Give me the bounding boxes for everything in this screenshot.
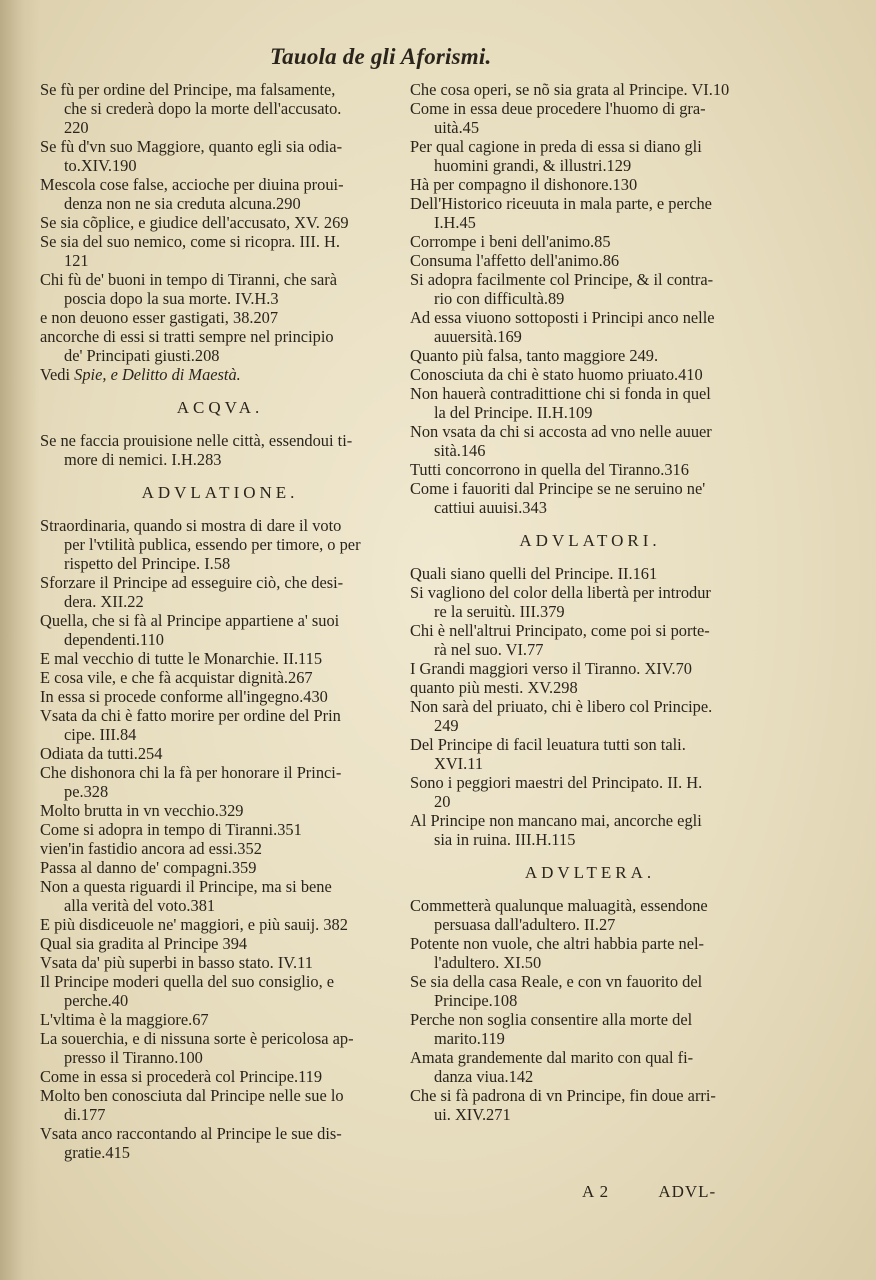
index-entry [40, 744, 400, 763]
entry-first-line: E più disdiceuole ne' maggiori, e più sauij. 382 [40, 915, 348, 934]
entry-first-line: Vsata anco raccontando al Principe le sue dis- [40, 1124, 342, 1143]
index-entry [40, 763, 400, 801]
index-entry [410, 1048, 770, 1086]
index-entry [410, 194, 770, 232]
entry-first-line: Quella, che si fà al Principe appartiene a' suoi [40, 611, 340, 630]
index-entry [40, 668, 400, 687]
vedi-prefix: Vedi [40, 365, 71, 384]
entry-first-line: Il Principe moderi quella del suo consiglio, e [40, 972, 335, 991]
index-entry [410, 1086, 770, 1124]
entry-first-line: Come in essa si procederà col Principe.119 [40, 1067, 323, 1086]
entry-continuation-line: rio con difficultà.89 [434, 289, 565, 308]
index-entry [40, 801, 400, 820]
entry-first-line: Potente non vuole, che altri habbia parte nel- [410, 934, 705, 953]
index-entry [40, 431, 400, 469]
entry-first-line: In essa si procede conforme all'ingegno.430 [40, 687, 328, 706]
page-footer [582, 1182, 716, 1202]
index-entry [40, 270, 400, 308]
index-entry [410, 583, 770, 621]
entry-first-line: Qual sia gradita al Principe 394 [40, 934, 248, 953]
entry-first-line: ancorche di essi si tratti sempre nel principio [40, 327, 334, 346]
entry-continuation-line: re la seruitù. III.379 [434, 602, 565, 621]
entry-continuation-line: la del Principe. II.H.109 [434, 403, 593, 422]
entry-first-line: Chi è nell'altrui Principato, come poi si porte- [410, 621, 710, 640]
entry-first-line: vien'in fastidio ancora ad essi.352 [40, 839, 262, 858]
index-entry [410, 99, 770, 137]
entries-adultera [410, 896, 770, 1124]
left-column [40, 80, 400, 1162]
catchword: ADVL- [658, 1182, 717, 1201]
entry-first-line: I Grandi maggiori verso il Tiranno. XIV.70 [410, 659, 692, 678]
entries-adulatione [40, 516, 400, 1162]
index-entry [40, 649, 400, 668]
entry-first-line: E mal vecchio di tutte le Monarchie. II.115 [40, 649, 323, 668]
heading-acqua: ACQVA. [176, 398, 264, 417]
entry-first-line: Se sia della casa Reale, e con vn fauorito del [410, 972, 703, 991]
entry-continuation-line: l'adultero. XI.50 [434, 953, 542, 972]
index-entry [40, 213, 400, 232]
index-entry [40, 573, 400, 611]
entry-continuation-line: Principe.108 [434, 991, 518, 1010]
index-entry [410, 479, 770, 517]
entry-continuation-line: marito.119 [434, 1029, 505, 1048]
entry-first-line: Se fù d'vn suo Maggiore, quanto egli sia odia- [40, 137, 343, 156]
index-entry [410, 564, 770, 583]
entry-continuation-line: di.177 [64, 1105, 106, 1124]
index-entry [410, 697, 770, 735]
index-entry [40, 1010, 400, 1029]
index-entry [40, 1124, 400, 1162]
entry-first-line: L'vltima è la maggiore.67 [40, 1010, 209, 1029]
entry-first-line: Al Principe non mancano mai, ancorche egli [410, 811, 702, 830]
index-entry [40, 232, 400, 270]
index-entry [40, 839, 400, 858]
entry-continuation-line: gratie.415 [64, 1143, 130, 1162]
index-entry [410, 972, 770, 1010]
entries-top-right [410, 80, 770, 517]
vedi-reference [40, 365, 400, 384]
entry-first-line: Conosciuta da chi è stato huomo priuato.410 [410, 365, 703, 384]
index-entry [40, 516, 400, 573]
index-entry [410, 232, 770, 251]
entry-continuation-line: 121 [64, 251, 89, 270]
index-entry [40, 877, 400, 915]
index-entry [410, 934, 770, 972]
index-entry [410, 811, 770, 849]
entry-first-line: Non vsata da chi si accosta ad vno nelle auuer [410, 422, 712, 441]
entry-first-line: Hà per compagno il dishonore.130 [410, 175, 638, 194]
entry-first-line: Che si fà padrona di vn Principe, fin doue arri- [410, 1086, 716, 1105]
entry-first-line: Non a questa riguardi il Principe, ma si bene [40, 877, 332, 896]
entry-first-line: Commetterà qualunque maluagità, essendone [410, 896, 708, 915]
index-entry [40, 915, 400, 934]
entry-continuation-line: rispetto del Principe. I.58 [64, 554, 231, 573]
entry-first-line: Se ne faccia prouisione nelle città, essendoui ti- [40, 431, 353, 450]
index-entry [410, 137, 770, 175]
entry-first-line: Come in essa deue procedere l'huomo di gra- [410, 99, 706, 118]
entry-first-line: Passa al danno de' compagni.359 [40, 858, 257, 877]
entry-first-line: quanto più mesti. XV.298 [410, 678, 578, 697]
entry-first-line: Si vagliono del color della libertà per introdur [410, 583, 711, 602]
entry-first-line: Si adopra facilmente col Principe, & il contra- [410, 270, 714, 289]
entry-continuation-line: auuersità.169 [434, 327, 522, 346]
index-entry [40, 706, 400, 744]
entry-first-line: Che dishonora chi la fà per honorare il Princi- [40, 763, 342, 782]
entry-first-line: Per qual cagione in preda di essa si diano gli [410, 137, 702, 156]
entry-continuation-line: presso il Tiranno.100 [64, 1048, 203, 1067]
entry-first-line: Consuma l'affetto dell'animo.86 [410, 251, 620, 270]
entry-continuation-line: ui. XIV.271 [434, 1105, 511, 1124]
heading-adultera: ADVLTERA. [524, 863, 656, 882]
index-entry [40, 1086, 400, 1124]
entry-first-line: e non deuono esser gastigati, 38.207 [40, 308, 279, 327]
entry-first-line: Sono i peggiori maestri del Principato. II. H. [410, 773, 703, 792]
index-entry [410, 384, 770, 422]
entry-continuation-line: 20 [434, 792, 451, 811]
index-entry [410, 1010, 770, 1048]
heading-adulatione: ADVLATIONE. [141, 483, 299, 502]
entries-acqua [40, 431, 400, 469]
index-entry [40, 934, 400, 953]
entry-first-line: Del Principe di facil leuatura tutti son tali. [410, 735, 686, 754]
entry-continuation-line: XVI.11 [434, 754, 484, 773]
entry-continuation-line: 249 [434, 716, 459, 735]
vedi-refs: Spie, e Delitto di Maestà. [74, 365, 241, 384]
entry-first-line: Molto ben conosciuta dal Principe nelle sue lo [40, 1086, 344, 1105]
entry-first-line: Amata grandemente dal marito con qual fi- [410, 1048, 694, 1067]
entries-top-left [40, 80, 400, 365]
entry-first-line: Se fù per ordine del Principe, ma falsamente, [40, 80, 336, 99]
index-entry [410, 735, 770, 773]
index-entry [410, 175, 770, 194]
entry-first-line: Se sia del suo nemico, come si ricopra. III. H. [40, 232, 340, 251]
entry-first-line: Molto brutta in vn vecchio.329 [40, 801, 244, 820]
entry-first-line: Vsata da chi è fatto morire per ordine del Prin [40, 706, 341, 725]
entry-first-line: Non hauerà contradittione chi si fonda in quel [410, 384, 711, 403]
entry-continuation-line: cipe. III.84 [64, 725, 137, 744]
heading-adulatori: ADVLATORI. [519, 531, 661, 550]
entry-continuation-line: huomini grandi, & illustri.129 [434, 156, 632, 175]
entry-first-line: Tutti concorrono in quella del Tiranno.316 [410, 460, 689, 479]
entry-first-line: Mescola cose false, accioche per diuina proui- [40, 175, 344, 194]
entry-continuation-line: to.XIV.190 [64, 156, 137, 175]
index-entry [410, 80, 770, 99]
entry-continuation-line: cattiui auuisi.343 [434, 498, 547, 517]
running-header: Tauola de gli Aforismi. [270, 44, 492, 69]
index-entry [410, 308, 770, 346]
entry-first-line: Corrompe i beni dell'animo.85 [410, 232, 611, 251]
entry-first-line: Odiata da tutti.254 [40, 744, 163, 763]
index-entry [40, 687, 400, 706]
index-entry [410, 270, 770, 308]
index-entry [40, 327, 400, 365]
entry-first-line: Se sia cõplice, e giudice dell'accusato, XV. 269 [40, 213, 349, 232]
page-gutter-shadow [0, 0, 40, 1280]
entry-continuation-line: rà nel suo. VI.77 [434, 640, 544, 659]
entry-continuation-line: 220 [64, 118, 89, 137]
entry-continuation-line: dependenti.110 [64, 630, 164, 649]
entry-first-line: Quali siano quelli del Principe. II.161 [410, 564, 658, 583]
entry-continuation-line: sia in ruina. III.H.115 [434, 830, 576, 849]
entry-first-line: Non sarà del priuato, chi è libero col Principe. [410, 697, 713, 716]
entry-continuation-line: dera. XII.22 [64, 592, 144, 611]
entry-continuation-line: denza non ne sia creduta alcuna.290 [64, 194, 301, 213]
index-entry [410, 896, 770, 934]
signature-mark: A 2 [582, 1182, 610, 1201]
entry-continuation-line: uità.45 [434, 118, 480, 137]
index-entry [40, 858, 400, 877]
entry-continuation-line: de' Principati giusti.208 [64, 346, 220, 365]
index-entry [40, 80, 400, 137]
entry-first-line: Vsata da' più superbi in basso stato. IV.11 [40, 953, 313, 972]
index-entry [410, 365, 770, 384]
entry-first-line: Come i fauoriti dal Principe se ne seruino ne' [410, 479, 706, 498]
index-entry [40, 1067, 400, 1086]
entry-continuation-line: persuasa dall'adultero. II.27 [434, 915, 616, 934]
entry-continuation-line: poscia dopo la sua morte. IV.H.3 [64, 289, 279, 308]
index-entry [410, 659, 770, 678]
entry-first-line: Sforzare il Principe ad esseguire ciò, che desi- [40, 573, 344, 592]
index-entry [410, 251, 770, 270]
index-entry [40, 611, 400, 649]
entry-first-line: Dell'Historico riceuuta in mala parte, e perche [410, 194, 712, 213]
index-entry [410, 621, 770, 659]
index-entry [410, 678, 770, 697]
index-entry [410, 422, 770, 460]
entries-adulatori [410, 564, 770, 849]
entry-first-line: Straordinaria, quando si mostra di dare il voto [40, 516, 342, 535]
index-entry [40, 972, 400, 1010]
entry-continuation-line: pe.328 [64, 782, 109, 801]
entry-continuation-line: per l'vtilità publica, essendo per timore, o per [64, 535, 361, 554]
entry-continuation-line: che si crederà dopo la morte dell'accusato. [64, 99, 342, 118]
right-column [410, 80, 770, 1124]
index-entry [40, 308, 400, 327]
index-entry [40, 1029, 400, 1067]
entry-continuation-line: I.H.45 [434, 213, 476, 232]
entry-first-line: La souerchia, e di nissuna sorte è pericolosa ap- [40, 1029, 354, 1048]
entry-continuation-line: alla verità del voto.381 [64, 896, 216, 915]
entry-first-line: Chi fù de' buoni in tempo di Tiranni, che sarà [40, 270, 338, 289]
index-entry [410, 773, 770, 811]
index-entry [40, 953, 400, 972]
entry-first-line: Come si adopra in tempo di Tiranni.351 [40, 820, 302, 839]
entry-first-line: Perche non soglia consentire alla morte del [410, 1010, 693, 1029]
entry-continuation-line: sità.146 [434, 441, 486, 460]
entry-first-line: E cosa vile, e che fà acquistar dignità.267 [40, 668, 313, 687]
index-entry [410, 346, 770, 365]
entry-first-line: Che cosa operi, se nõ sia grata al Principe. VI.10 [410, 80, 730, 99]
index-entry [40, 820, 400, 839]
entry-first-line: Quanto più falsa, tanto maggiore 249. [410, 346, 659, 365]
entry-continuation-line: perche.40 [64, 991, 129, 1010]
index-entry [40, 137, 400, 175]
entry-continuation-line: danza viua.142 [434, 1067, 534, 1086]
index-entry [410, 460, 770, 479]
entry-continuation-line: more di nemici. I.H.283 [64, 450, 222, 469]
index-entry [40, 175, 400, 213]
entry-first-line: Ad essa viuono sottoposti i Principi anco nelle [410, 308, 715, 327]
